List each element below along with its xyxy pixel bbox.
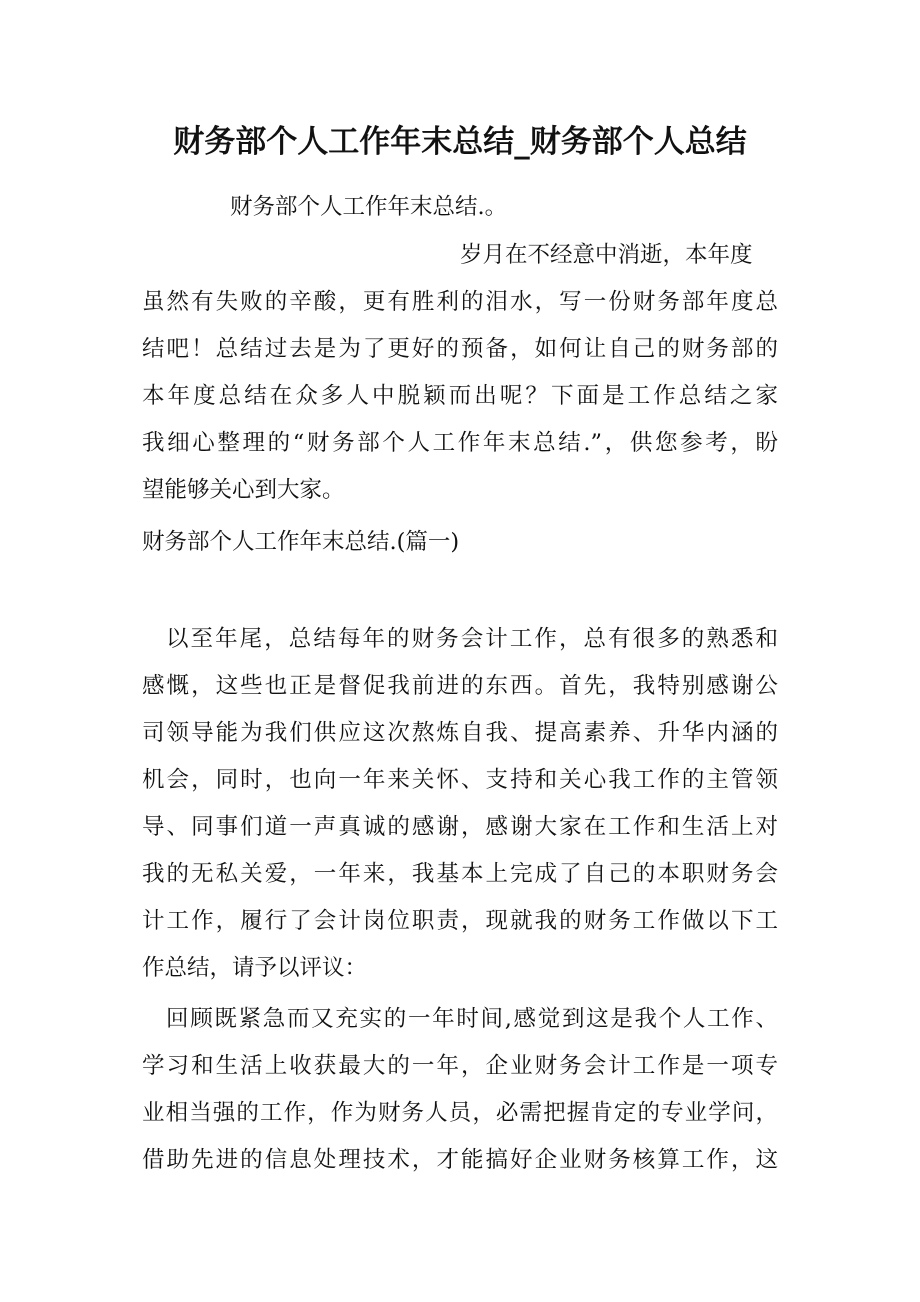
paragraph-line: 我的无私关爱，一年来，我基本上完成了自己的本职财务会 [142, 861, 778, 887]
document-subtitle: 财务部个人工作年末总结.。 [230, 194, 508, 220]
paragraph-line: 回顾既紧急而又充实的一年时间,感觉到这是我个人工作、 [166, 1006, 778, 1032]
paragraph-line: 感慨，这些也正是督促我前进的东西。首先，我特别感谢公 [142, 673, 778, 699]
paragraph-line: 机会，同时，也向一年来关怀、支持和关心我工作的主管领 [142, 767, 778, 793]
intro-line: 结吧！总结过去是为了更好的预备，如何让自己的财务部的 [142, 336, 778, 362]
intro-line: 望能够关心到大家。 [142, 477, 345, 503]
paragraph-line: 以至年尾，总结每年的财务会计工作，总有很多的熟悉和 [166, 626, 778, 652]
paragraph-line: 作总结，请予以评议： [142, 955, 368, 981]
intro-line: 本年度总结在众多人中脱颖而出呢？下面是工作总结之家 [142, 383, 778, 409]
paragraph-line: 导、同事们道一声真诚的感谢，感谢大家在工作和生活上对 [142, 814, 778, 840]
document-title: 财务部个人工作年末总结_财务部个人总结 [173, 124, 747, 160]
paragraph-line: 借助先进的信息处理技术，才能搞好企业财务核算工作，这 [142, 1147, 778, 1173]
intro-line: 我细心整理的“财务部个人工作年末总结.”，供您参考，盼 [142, 430, 778, 456]
paragraph-line: 业相当强的工作，作为财务人员，必需把握肯定的专业学问， [142, 1100, 778, 1126]
paragraph-line: 司领导能为我们供应这次熬炼自我、提高素养、升华内涵的 [142, 720, 778, 746]
intro-line: 岁月在不经意中消逝，本年度 [460, 242, 753, 268]
section-heading: 财务部个人工作年末总结.(篇一) [142, 529, 460, 555]
paragraph-line: 计工作，履行了会计岗位职责，现就我的财务工作做以下工 [142, 908, 778, 934]
intro-line: 虽然有失败的辛酸，更有胜利的泪水，写一份财务部年度总 [142, 289, 778, 315]
paragraph-line: 学习和生活上收获最大的一年，企业财务会计工作是一项专 [142, 1053, 778, 1079]
